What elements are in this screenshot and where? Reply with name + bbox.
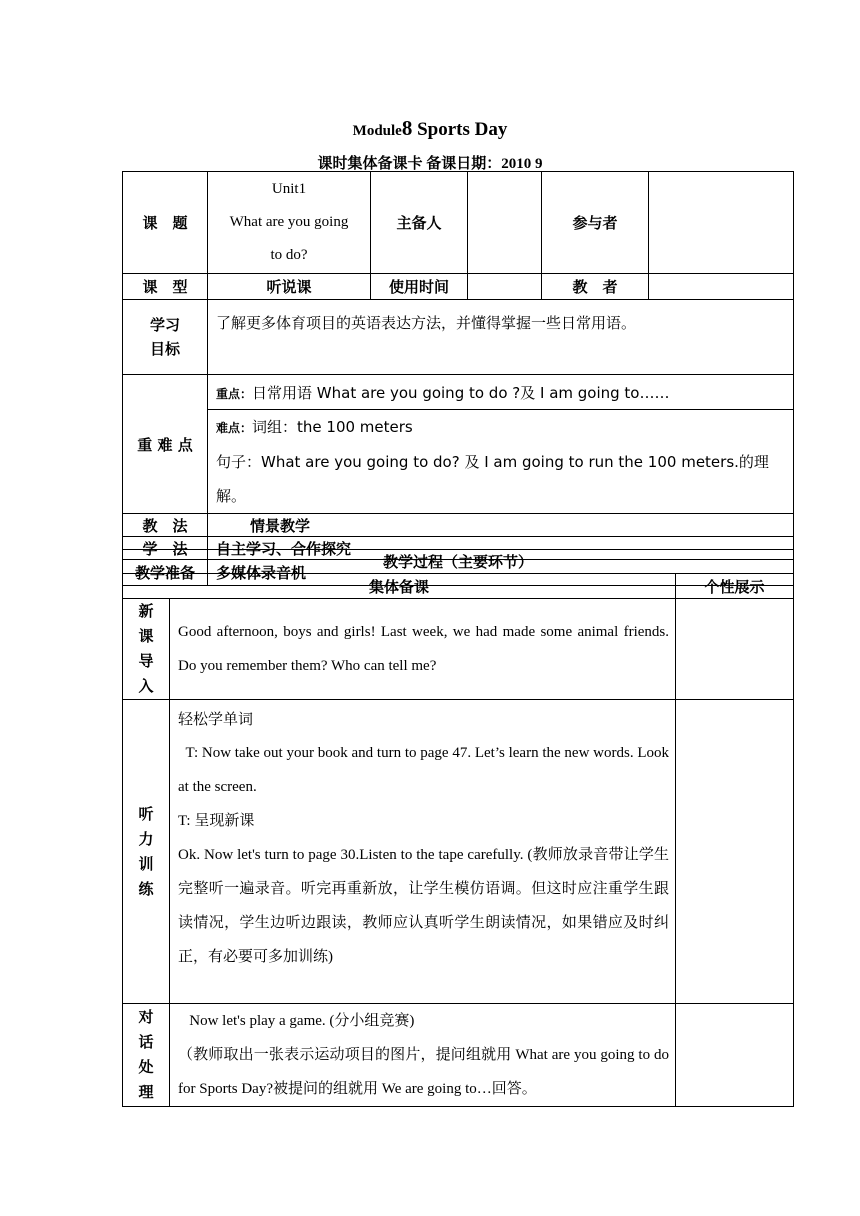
subtitle-label: 课时集体备课卡 备课日期： <box>317 156 502 172</box>
goal-label-line: 学习 <box>149 316 180 334</box>
study-label: 学 法 <box>123 537 208 560</box>
section-content-dialogue <box>170 1004 676 1107</box>
subtitle-date: 2010 9 <box>501 156 543 172</box>
key-text: 日常用语 What are you going to do ?及 I am going to…… <box>252 383 670 402</box>
document-title <box>0 116 860 141</box>
section-label-intro <box>123 599 170 700</box>
label-char: 新 <box>138 602 154 620</box>
key-prefix: 重点： <box>216 386 253 401</box>
label-char: 课 <box>138 627 154 645</box>
process-header: 教学过程（主要环节） <box>123 550 794 574</box>
personal-column-header: 个性展示 <box>676 574 794 599</box>
label-char: 力 <box>138 829 154 848</box>
goal-label-line: 目标 <box>149 340 180 358</box>
time-value <box>468 274 542 300</box>
hard-prefix: 难点： <box>216 421 253 435</box>
goal-label <box>123 300 208 375</box>
section-label-dialogue <box>123 1004 170 1107</box>
hard-point <box>208 410 794 514</box>
teaching-process-table <box>122 549 794 1107</box>
goal-value <box>208 300 794 375</box>
topic-line: Unit1 <box>271 181 307 197</box>
personal-cell-intro <box>676 599 794 700</box>
content-line: Now let's play a game. (分小组竞赛) <box>178 1013 415 1029</box>
method-value: 情景教学 <box>208 514 794 537</box>
type-value: 听说课 <box>208 274 371 300</box>
section-content-intro <box>170 599 676 700</box>
time-label: 使用时间 <box>371 274 468 300</box>
label-char: 导 <box>138 652 154 670</box>
content-line: （教师取出一张表示运动项目的图片，提问组就用 What are you going to do for Sports Day?被提问的组就用 We are going to…回答。 <box>178 1047 669 1097</box>
topic-line: to do? <box>270 247 308 263</box>
topic-label: 课 题 <box>123 172 208 274</box>
content-line: Good afternoon, boys and girls! Last week, we had made some animal friends. Do you remember them? Who can tell me? <box>178 624 669 674</box>
main-preparer-label: 主备人 <box>371 172 468 274</box>
teacher-value <box>649 274 794 300</box>
content-line: 轻松学单词 <box>178 710 254 728</box>
label-char: 话 <box>138 1033 154 1051</box>
topic-value <box>208 172 371 274</box>
content-line: T: 呈现新课 <box>178 813 255 829</box>
personal-cell-listening <box>676 700 794 1004</box>
key-point <box>208 375 794 410</box>
difficulty-label: 重 难 点 <box>123 375 208 514</box>
content-line: T: Now take out your book and turn to page 47. Let’s learn the new words. Look at the screen. <box>178 745 673 795</box>
section-label-listening <box>123 700 170 1004</box>
section-content-listening <box>170 700 676 1004</box>
teacher-label: 教 者 <box>542 274 649 300</box>
content-line: Ok. Now let's turn to page 30.Listen to the tape carefully. (教师放录音带让学生完整听一遍录音。听完再重新放，让学生模仿语调。但这时应注重学生跟读情况，学生边听边跟读，教师应认真听学生朗读情况，如果错应及时纠正，有必要可多加训练) <box>178 847 669 965</box>
label-char: 训 <box>138 854 154 873</box>
label-char: 对 <box>138 1008 154 1026</box>
main-preparer-value <box>468 172 542 274</box>
hard-text: 词组：the 100 meters <box>252 418 413 436</box>
type-label: 课 型 <box>123 274 208 300</box>
lesson-details-table <box>122 299 794 586</box>
goal-text: 了解更多体育项目的英语表达方法，并懂得掌握一些日常用语。 <box>216 314 637 332</box>
title-prefix: Module <box>352 123 402 139</box>
label-char: 入 <box>138 677 154 695</box>
prep-value: 多媒体录音机 <box>208 560 794 586</box>
participants-label: 参与者 <box>542 172 649 274</box>
prep-label: 教学准备 <box>123 560 208 586</box>
lesson-info-table <box>122 171 794 300</box>
hard-sentence: 句子：What are you going to do? 及 I am going to run the 100 meters.的理解。 <box>216 453 769 505</box>
label-char: 处 <box>138 1058 154 1076</box>
document-subtitle <box>0 152 860 173</box>
label-char: 理 <box>138 1083 154 1101</box>
label-char: 练 <box>138 879 154 898</box>
title-number: 8 <box>401 116 413 140</box>
collective-column-header: 集体备课 <box>123 574 676 599</box>
participants-value <box>649 172 794 274</box>
label-char: 听 <box>138 804 154 823</box>
title-rest: Sports Day <box>412 119 508 140</box>
method-label: 教 法 <box>123 514 208 537</box>
topic-line: What are you going <box>229 214 349 230</box>
study-value: 自主学习、合作探究 <box>208 537 794 560</box>
personal-cell-dialogue <box>676 1004 794 1107</box>
